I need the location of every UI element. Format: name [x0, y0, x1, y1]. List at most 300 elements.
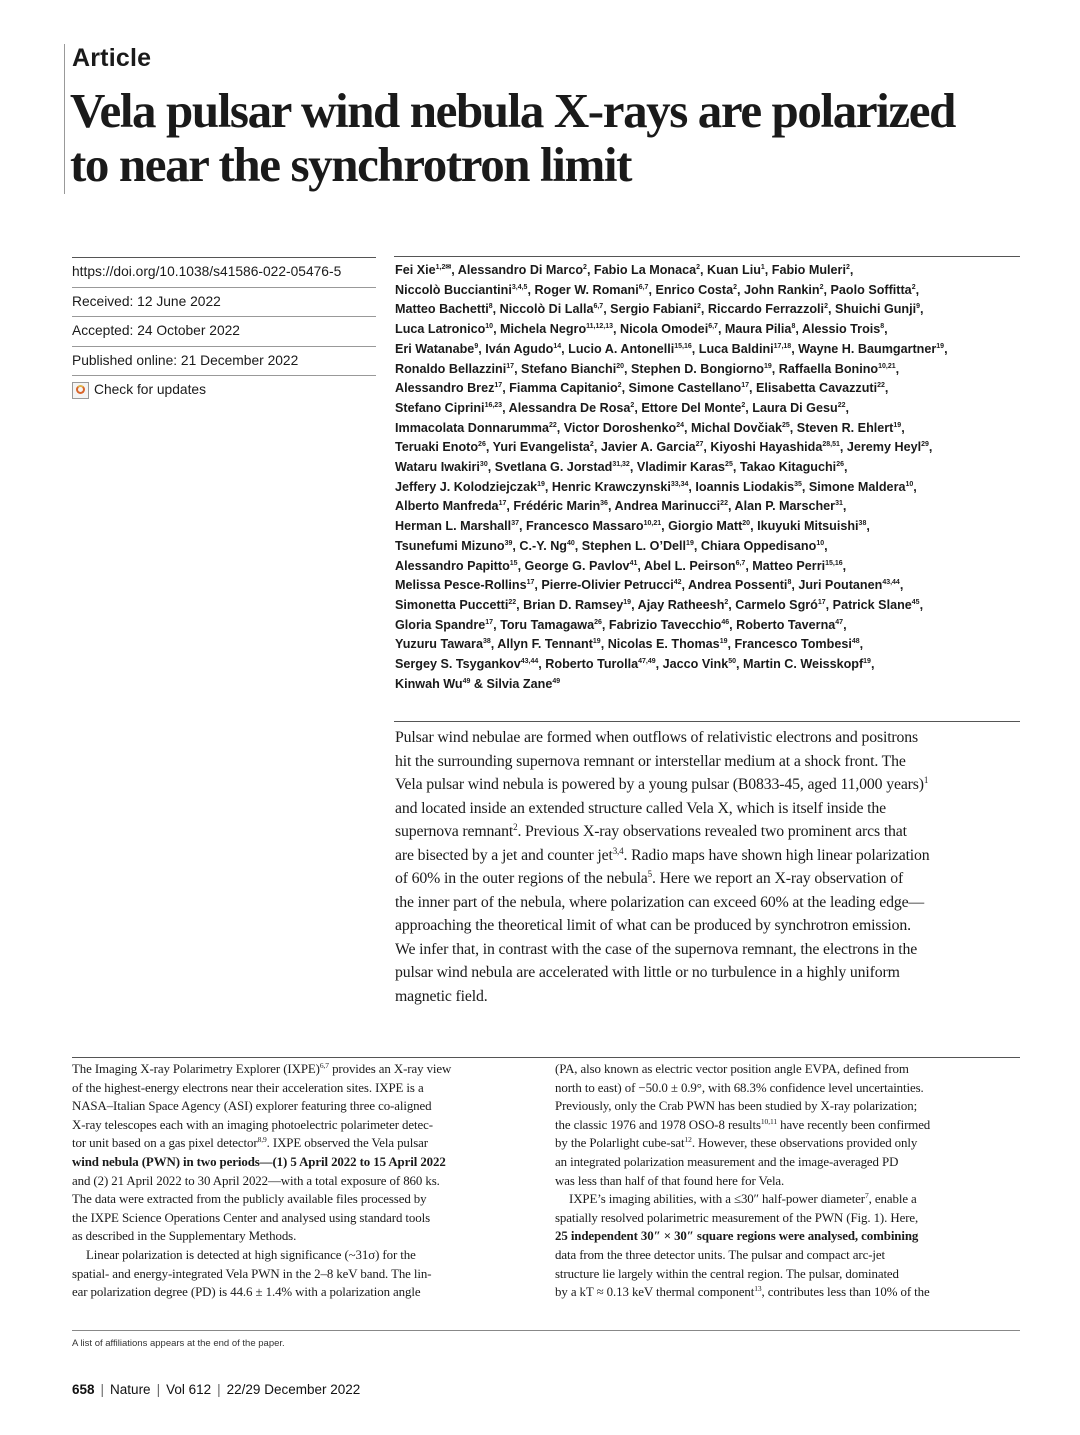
- superscript-reference: 39: [504, 539, 513, 547]
- body-line: [72, 1079, 542, 1098]
- journal-name: Nature: [110, 1382, 151, 1397]
- text-run: The Imaging X-ray Polarimetry Explorer (IXPE): [72, 1062, 320, 1076]
- text-run: ,: [845, 400, 849, 415]
- superscript-reference: 2: [741, 401, 746, 409]
- body-line: [72, 1134, 542, 1153]
- abstract-line: [395, 961, 1020, 985]
- superscript-reference: 26: [478, 441, 486, 449]
- text-run: Alessandro Brez: [395, 381, 495, 396]
- superscript-reference: 43,44: [520, 658, 539, 666]
- text-run: , Francesco Tombesi: [727, 637, 852, 652]
- text-run: pulsar wind nebula are accelerated with little or no turbulence in a highly uniform: [395, 964, 900, 981]
- body-line: [555, 1265, 1025, 1284]
- text-run: , Alan P. Marscher: [727, 499, 836, 514]
- text-run: , Chiara Oppedisano: [693, 538, 817, 553]
- text-run: , Raffaella Bonino: [771, 361, 879, 376]
- superscript-reference: 17: [485, 618, 494, 626]
- text-run: , Enrico Costa: [648, 282, 734, 297]
- article-title: [70, 84, 1060, 192]
- text-run: , Michal Dovčiak: [684, 420, 782, 435]
- text-run: ,: [842, 499, 847, 514]
- superscript-reference: 8: [791, 323, 796, 331]
- superscript-reference: 26: [836, 461, 844, 469]
- body-line: [72, 1265, 542, 1284]
- superscript-reference: 2: [583, 264, 587, 271]
- text-run: Vela pulsar wind nebula is powered by a young pulsar (B0833-45, aged 11,000 years): [395, 776, 924, 793]
- text-run: Alberto Manfreda: [395, 499, 499, 514]
- text-run: data from the three detector units. The pulsar and compact arc-jet: [555, 1247, 885, 1262]
- abstract-line: [395, 985, 1020, 1009]
- superscript-reference: 10,21: [643, 520, 662, 528]
- text-run: , Alessio Trois: [795, 322, 881, 337]
- author-line: [395, 557, 1015, 577]
- body-line: [72, 1227, 542, 1246]
- text-run: , Simone Castellano: [621, 381, 742, 396]
- text-run: , enable a: [868, 1192, 917, 1207]
- author-line: [395, 438, 1015, 458]
- text-run: Immacolata Donnarumma: [395, 420, 549, 435]
- superscript-reference: 6,7: [593, 303, 604, 311]
- abstract-line: [395, 914, 1020, 938]
- text-run: Eri Watanabe: [395, 341, 475, 356]
- text-run: , Martin C. Weisskopf: [736, 657, 864, 672]
- author-line: [395, 537, 1015, 557]
- superscript-reference: 22: [548, 421, 557, 429]
- text-run: by the Polarlight cube-sat: [555, 1136, 685, 1151]
- text-run: Stefano Ciprini: [395, 400, 485, 415]
- body-line: [555, 1209, 1025, 1228]
- text-run: Previously, only the Crab PWN has been studied by X-ray polarization;: [555, 1099, 918, 1114]
- text-run: , Roberto Turolla: [538, 657, 639, 672]
- text-run: , Maura Pilia: [717, 322, 792, 337]
- text-run: , C.-Y. Ng: [512, 538, 567, 553]
- text-run: , Steven R. Ehlert: [789, 420, 894, 435]
- superscript-reference: 2: [696, 264, 701, 271]
- text-run: , Victor Doroshenko: [556, 420, 677, 435]
- superscript-reference: 33,34: [670, 480, 689, 488]
- text-run: ,: [920, 302, 924, 317]
- superscript-reference: 10: [905, 480, 914, 488]
- text-run: 25 independent 30″ × 30″ square regions were analysed, combining: [555, 1229, 919, 1244]
- accepted-date: Accepted: 24 October 2022: [72, 316, 376, 346]
- check-for-updates-button[interactable]: [72, 375, 376, 405]
- text-run: NASA–Italian Space Agency (ASI) explorer featuring three co-aligned: [72, 1099, 432, 1114]
- text-run: ,: [849, 263, 854, 277]
- text-run: , Elisabetta Cavazzuti: [749, 381, 878, 396]
- superscript-reference: 19: [623, 598, 632, 606]
- check-for-updates-label: Check for updates: [94, 382, 206, 398]
- body-line: [555, 1060, 1025, 1079]
- superscript-reference: 49: [552, 677, 561, 685]
- text-run: , Henric Krawczynski: [544, 479, 671, 494]
- superscript-reference: 19: [686, 539, 694, 547]
- text-run: IXPE’s imaging abilities, with a ≤30″ half-power diameter: [569, 1192, 865, 1207]
- title-line: to near the synchrotron limit: [70, 136, 631, 192]
- superscript-reference: 50: [728, 658, 737, 666]
- text-run: We infer that, in contrast with the case of the supernova remnant, the electrons in the: [395, 940, 918, 958]
- received-date: Received: 12 June 2022: [72, 287, 376, 317]
- text-run: , Simone Maldera: [801, 479, 906, 494]
- abstract-line: [395, 891, 1020, 915]
- text-run: Teruaki Enoto: [395, 440, 479, 455]
- text-run: Pulsar wind nebulae are formed when outflows of relativistic electrons and positrons: [395, 729, 919, 746]
- superscript-reference: 19: [863, 658, 871, 666]
- body-line: [555, 1116, 1025, 1135]
- body-line: [72, 1283, 542, 1302]
- text-run: (PA, also known as electric vector position angle EVPA, defined from: [555, 1062, 909, 1076]
- text-run: , John Rankin: [737, 282, 820, 297]
- text-run: spatial- and energy-integrated Vela PWN in the 2–8 keV band. The lin-: [72, 1266, 432, 1281]
- superscript-reference: 49: [462, 677, 471, 685]
- author-line: [395, 300, 1015, 320]
- superscript-reference: 47: [835, 618, 844, 626]
- text-run: ,: [859, 637, 864, 652]
- text-run: the IXPE Science Operations Center and analysed using standard tools: [72, 1210, 430, 1225]
- superscript-reference: 41: [629, 559, 638, 567]
- author-line: [395, 340, 1015, 360]
- superscript-reference: 25: [782, 421, 790, 429]
- superscript-reference: 16,23: [484, 401, 503, 409]
- text-run: , Frédéric Marin: [506, 499, 601, 514]
- superscript-reference: 17,18: [773, 342, 792, 350]
- author-line: [395, 320, 1015, 340]
- superscript-reference: 20: [616, 362, 625, 370]
- text-run: , Kuan Liu: [700, 263, 761, 277]
- text-run: are bisected by a jet and counter jet: [395, 846, 613, 864]
- superscript-reference: 1,2✉: [435, 264, 452, 271]
- superscript-reference: 14: [553, 342, 562, 350]
- text-run: hit the surrounding supernova remnant or interstellar medium at a shock front. The: [395, 752, 906, 770]
- text-run: X-ray telescopes each with an imaging photoelectric polarimeter detec-: [72, 1117, 433, 1132]
- doi-link[interactable]: https://doi.org/10.1038/s41586-022-05476-5: [72, 257, 376, 287]
- text-run: ,: [824, 538, 828, 553]
- superscript-reference: 8: [880, 323, 885, 331]
- text-run: structure lie largely within the central region. The pulsar, dominated: [555, 1266, 899, 1281]
- abstract-line: [395, 797, 1020, 821]
- text-run: , Brian D. Ramsey: [516, 597, 624, 612]
- superscript-reference: 22: [720, 500, 728, 508]
- superscript-reference: 42: [673, 579, 682, 587]
- text-run: ,: [919, 597, 924, 612]
- text-run: , Juri Poutanen: [791, 578, 883, 593]
- body-line: [555, 1246, 1025, 1265]
- superscript-reference: 22: [837, 401, 846, 409]
- text-run: , Jeremy Heyl: [839, 440, 922, 455]
- author-list: [395, 261, 1015, 694]
- body-line: [72, 1153, 542, 1172]
- text-run: the classic 1976 and 1978 OSO-8 results: [555, 1117, 761, 1132]
- text-run: tor unit based on a gas pixel detector: [72, 1136, 258, 1151]
- body-line: [555, 1227, 1025, 1246]
- superscript-reference: 19: [719, 638, 728, 646]
- superscript-reference: 6,7: [638, 283, 649, 291]
- superscript-reference: 19: [936, 342, 945, 350]
- text-run: Fei Xie: [395, 263, 436, 277]
- text-run: , Kiyoshi Hayashida: [703, 440, 823, 455]
- text-run: . Radio maps have shown high linear polarization: [623, 846, 930, 864]
- text-run: Simonetta Puccetti: [395, 597, 509, 612]
- superscript-reference: 11,12,13: [586, 323, 614, 331]
- superscript-reference: 17: [817, 598, 826, 606]
- superscript-reference: 40: [566, 539, 575, 547]
- body-line: [555, 1172, 1025, 1191]
- superscript-reference: 35: [794, 480, 802, 488]
- abstract-line: [395, 750, 1020, 774]
- body-line: [72, 1097, 542, 1116]
- superscript-reference: 9: [916, 303, 921, 311]
- title-line: Vela pulsar wind nebula X-rays are polarized: [70, 83, 955, 138]
- text-run: Matteo Bachetti: [395, 302, 489, 317]
- text-run: , Yuri Evangelista: [485, 440, 590, 455]
- abstract-line: [395, 867, 1020, 891]
- text-run: , Sergio Fabiani: [603, 302, 697, 317]
- text-run: Niccolò Bucciantini: [395, 282, 512, 297]
- superscript-reference: 26: [594, 618, 602, 626]
- text-run: , Stephen D. Bongiorno: [624, 361, 764, 376]
- text-run: , Giorgio Matt: [661, 519, 743, 534]
- author-line: [395, 399, 1015, 419]
- abstract-line: [395, 773, 1020, 797]
- text-run: , Javier A. Garcia: [593, 440, 696, 455]
- text-run: , Andrea Marinucci: [607, 499, 721, 514]
- superscript-reference: 2: [824, 303, 828, 311]
- text-run: , Fabio La Monaca: [586, 263, 697, 277]
- body-line: [555, 1153, 1025, 1172]
- crossmark-icon: [72, 382, 89, 399]
- superscript-reference: 2: [513, 822, 518, 832]
- author-line: [395, 281, 1015, 301]
- author-line: [395, 517, 1015, 537]
- superscript-reference: 2: [630, 401, 635, 409]
- affiliations-footnote: A list of affiliations appears at the end of the paper.: [72, 1338, 285, 1349]
- text-run: , Ettore Del Monte: [634, 400, 742, 415]
- article-metadata: [72, 257, 376, 405]
- superscript-reference: 10: [485, 323, 494, 331]
- superscript-reference: 15: [509, 559, 518, 567]
- text-run: ,: [901, 420, 905, 435]
- superscript-reference: 1: [760, 264, 765, 271]
- text-run: , Fiamma Capitanio: [502, 381, 618, 396]
- text-run: ,: [843, 460, 848, 475]
- text-run: Jeffery J. Kolodziejczak: [395, 479, 538, 494]
- text-run: , Stefano Bianchi: [514, 361, 617, 376]
- text-run: , Pierre-Olivier Petrucci: [534, 578, 674, 593]
- superscript-reference: 22: [877, 382, 885, 390]
- superscript-reference: 17: [506, 362, 515, 370]
- text-run: ,: [884, 322, 888, 337]
- text-run: , Roberto Taverna: [729, 617, 836, 632]
- superscript-reference: 46: [721, 618, 730, 626]
- text-run: , Lucio A. Antonelli: [561, 341, 675, 356]
- text-run: , Jacco Vink: [655, 657, 729, 672]
- superscript-reference: 2: [589, 441, 594, 449]
- page-footer: [72, 1382, 360, 1397]
- superscript-reference: 15,16: [825, 559, 843, 567]
- superscript-reference: 2: [911, 283, 916, 291]
- superscript-reference: 2: [819, 283, 824, 291]
- superscript-reference: 6,7: [708, 323, 718, 331]
- body-line: [72, 1209, 542, 1228]
- text-run: ,: [915, 282, 920, 297]
- header-vertical-rule: [64, 44, 65, 194]
- text-run: ear polarization degree (PD) is 44.6 ± 1.4% with a polarization angle: [72, 1285, 421, 1300]
- superscript-reference: 1: [923, 775, 929, 785]
- superscript-reference: 48: [851, 638, 860, 646]
- author-line: [395, 497, 1015, 517]
- text-run: Yuzuru Tawara: [395, 637, 483, 652]
- superscript-reference: 24: [676, 421, 684, 429]
- text-run: & Silvia Zane: [470, 676, 553, 691]
- text-run: Luca Latronico: [395, 322, 486, 337]
- text-run: ,: [843, 617, 847, 632]
- text-run: , Paolo Soffitta: [823, 282, 912, 297]
- text-run: , Svetlana G. Jorstad: [487, 460, 613, 475]
- superscript-reference: 10,11: [760, 1116, 778, 1126]
- author-line: [395, 379, 1015, 399]
- text-run: north to east) of −50.0 ± 0.9°, with 68.3% confidence level uncertainties.: [555, 1080, 924, 1095]
- author-line: [395, 261, 1015, 281]
- article-type-label: Article: [72, 44, 152, 72]
- text-run: , Nicola Omodei: [613, 322, 709, 337]
- text-run: Wataru Iwakiri: [395, 460, 480, 475]
- text-run: . However, these observations provided only: [691, 1136, 918, 1151]
- superscript-reference: 2: [733, 283, 738, 291]
- text-run: Tsunefumi Mizuno: [395, 538, 505, 553]
- text-run: Ronaldo Bellazzini: [395, 361, 507, 376]
- text-run: approaching the theoretical limit of what can be produced by synchrotron emission.: [395, 917, 911, 934]
- body-line: [555, 1283, 1025, 1302]
- abstract: [395, 726, 1020, 1008]
- superscript-reference: 20: [742, 520, 751, 528]
- superscript-reference: 31,32: [612, 461, 630, 469]
- author-line: [395, 478, 1015, 498]
- superscript-reference: 45: [911, 598, 920, 606]
- text-run: ,: [895, 361, 900, 376]
- superscript-reference: 43,44: [882, 579, 900, 587]
- text-run: Alessandro Papitto: [395, 558, 510, 573]
- body-column-right: [555, 1060, 1025, 1302]
- text-run: , Wayne H. Baumgartner: [791, 341, 937, 356]
- text-run: , Michela Negro: [493, 322, 587, 337]
- text-run: of 60% in the outer regions of the nebula: [395, 870, 648, 887]
- text-run: , Alessandro Di Marco: [451, 263, 584, 277]
- superscript-reference: 19: [893, 421, 902, 429]
- text-run: , Vladimir Karas: [629, 460, 726, 475]
- superscript-reference: 38: [482, 638, 491, 646]
- text-run: , Patrick Slane: [825, 597, 912, 612]
- text-run: , Riccardo Ferrazzoli: [700, 302, 825, 317]
- text-run: by a kT ≈ 0.13 keV thermal component: [555, 1285, 755, 1300]
- superscript-reference: 29: [921, 441, 929, 449]
- text-run: , contributes less than 10% of the: [761, 1285, 930, 1300]
- body-column-left: [72, 1060, 542, 1302]
- page-number: 658: [72, 1382, 95, 1397]
- text-run: , Niccolò Di Lalla: [492, 302, 594, 317]
- author-line: [395, 576, 1015, 596]
- text-run: Melissa Pesce-Rollins: [395, 578, 527, 593]
- text-run: magnetic field.: [395, 987, 488, 1005]
- superscript-reference: 22: [508, 598, 517, 606]
- text-run: , Carmelo Sgró: [728, 597, 818, 612]
- superscript-reference: 10: [816, 539, 825, 547]
- superscript-reference: 47,49: [638, 658, 656, 666]
- text-run: ,: [842, 558, 847, 573]
- text-run: ,: [913, 479, 917, 494]
- superscript-reference: 17: [741, 382, 750, 390]
- superscript-reference: 28,51: [822, 441, 840, 449]
- body-line: [72, 1190, 542, 1209]
- superscript-reference: 19: [763, 362, 772, 370]
- abstract-line: [395, 938, 1020, 962]
- superscript-reference: 25: [725, 461, 733, 469]
- superscript-reference: 17: [494, 382, 503, 390]
- abstract-line: [395, 726, 1020, 750]
- text-run: , Fabrizio Tavecchio: [601, 617, 722, 632]
- superscript-reference: 13: [754, 1284, 762, 1294]
- text-run: have recently been confirmed: [777, 1117, 931, 1132]
- text-run: ,: [899, 578, 904, 593]
- superscript-reference: 3,4,5: [511, 283, 528, 291]
- author-line: [395, 635, 1015, 655]
- body-line: [72, 1172, 542, 1191]
- journal-volume: Vol 612: [166, 1382, 212, 1397]
- text-run: , Ajay Ratheesh: [631, 597, 725, 612]
- superscript-reference: 17: [498, 500, 507, 508]
- superscript-reference: 2: [696, 303, 701, 311]
- superscript-reference: 6,7: [735, 559, 746, 567]
- text-run: , Ioannis Liodakis: [688, 479, 795, 494]
- text-run: , Takao Kitaguchi: [732, 460, 837, 475]
- footer-separator: |: [217, 1382, 221, 1397]
- footer-separator: |: [100, 1382, 105, 1397]
- superscript-reference: 36: [600, 500, 608, 508]
- body-line: [555, 1097, 1025, 1116]
- text-run: . Here we report an X-ray observation of: [652, 870, 904, 887]
- superscript-reference: 30: [479, 461, 488, 469]
- text-run: the inner part of the nebula, where polarization can exceed 60% at the leading edge—: [395, 893, 925, 911]
- text-run: ,: [884, 381, 889, 396]
- body-line: [72, 1060, 542, 1079]
- superscript-reference: 38: [858, 520, 867, 528]
- superscript-reference: 9: [474, 342, 479, 350]
- author-line: [395, 596, 1015, 616]
- text-run: , Fabio Muleri: [764, 263, 846, 277]
- author-line: [395, 675, 1015, 695]
- text-run: and located inside an extended structure called Vela X, which is itself inside the: [395, 799, 886, 817]
- text-run: , Matteo Perri: [745, 558, 826, 573]
- superscript-reference: 5: [647, 869, 653, 879]
- text-run: wind nebula (PWN) in two periods—(1) 5 April 2022 to 15 April 2022: [72, 1154, 446, 1169]
- superscript-reference: 12: [684, 1135, 692, 1145]
- abstract-line: [395, 844, 1020, 868]
- text-run: , Iván Agudo: [478, 341, 554, 356]
- superscript-reference: 27: [695, 441, 704, 449]
- superscript-reference: 8: [488, 303, 493, 311]
- text-run: was less than half of that found here for Vela.: [555, 1173, 785, 1188]
- text-run: Sergey S. Tsygankov: [395, 657, 521, 672]
- text-run: , George G. Pavlov: [517, 558, 630, 573]
- text-run: Linear polarization is detected at high significance (~31σ) for the: [86, 1247, 416, 1262]
- footnote-rule: [72, 1330, 1020, 1331]
- superscript-reference: 7: [865, 1191, 869, 1201]
- author-line: [395, 458, 1015, 478]
- text-run: , Abel L. Peirson: [637, 558, 736, 573]
- text-run: Gloria Spandre: [395, 617, 486, 632]
- author-line: [395, 419, 1015, 439]
- issue-date: 22/29 December 2022: [226, 1382, 361, 1397]
- text-run: supernova remnant: [395, 823, 514, 840]
- body-line: [72, 1116, 542, 1135]
